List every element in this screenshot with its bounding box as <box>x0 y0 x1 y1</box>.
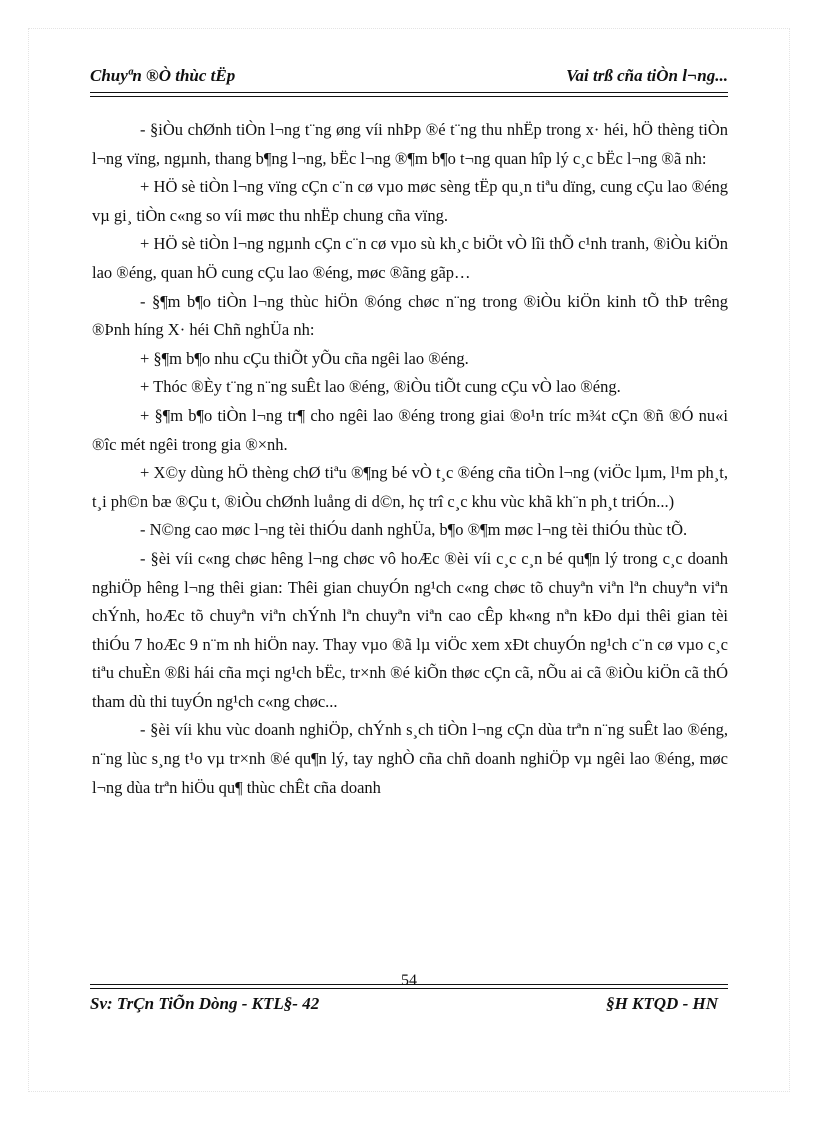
footer-rule-thin <box>90 984 728 985</box>
footer-rule <box>90 988 728 989</box>
paragraph: + HÖ sè tiÒn l¬ng ngµnh cÇn c¨n cø vµo sù kh¸c biÖt vÒ lîi thÕ c¹nh tranh, ®iÒu kiÖn lao ®éng, quan hÖ cung cÇu lao ®éng, møc ®ãng gãp… <box>92 234 728 282</box>
paragraph: + X©y dùng hÖ thèng chØ tiªu ®¶ng bé vÒ t¸c ®éng cña tiÒn l¬ng (viÖc lµm, l¹m ph¸t, t¸i ph©n bæ ®Çu t, ®iÒu chØnh luång di d©n, hç trî c¸c khu vùc khã kh¨n ph¸t triÓn...) <box>92 463 728 511</box>
header-left-title: Chuyªn ®Ò thùc tËp <box>90 66 236 85</box>
header-rule-thin <box>90 96 728 97</box>
footer-author: Sv: TrÇn TiÕn Dòng - KTL§- 42 <box>90 994 320 1013</box>
header-rule <box>90 92 728 93</box>
header-right-title: Vai trß cña tiÒn l¬ng... <box>566 66 728 85</box>
paragraph: - §èi víi khu vùc doanh nghiÖp, chÝnh s¸ch tiÒn l¬ng cÇn dùa trªn n¨ng suÊt lao ®éng, n¨ng lùc s¸ng t¹o vµ tr×nh ®é qu¶n lý, tay nghÒ cña chñ doanh nghiÖp vµ ngêi lao ®éng, møc l¬ng dùa trªn hiÖu qu¶ thùc chÊt cña doanh <box>92 720 728 797</box>
paragraph: + §¶m b¶o nhu cÇu thiÕt yÕu cña ngêi lao ®éng. <box>140 348 469 368</box>
paragraph: + Thóc ®Èy t¨ng n¨ng suÊt lao ®éng, ®iÒu tiÕt cung cÇu vÒ lao ®éng. <box>140 377 621 397</box>
paragraph: + HÖ sè tiÒn l¬ng vïng cÇn c¨n cø vµo møc sèng tËp qu¸n tiªu dïng, cung cÇu lao ®éng vµ gi¸ tiÒn c«ng so víi møc thu nhËp chung cña vïng. <box>92 177 728 225</box>
paragraph: - §iÒu chØnh tiÒn l¬ng t¨ng øng víi nhÞp ®é t¨ng thu nhËp trong x· héi, hÖ thèng tiÒn l¬ng vïng, ngµnh, thang b¶ng l¬ng, bËc l¬ng ®¶m b¶o t¬ng quan hîp lý c¸c bËc l¬ng ®ã nh: <box>92 120 728 168</box>
body-text <box>92 116 728 802</box>
page-number: 54 <box>401 972 417 989</box>
page-footer <box>90 972 728 1022</box>
paragraph: - §èi víi c«ng chøc hêng l¬ng chøc vô hoÆc ®èi víi c¸c c¸n bé qu¶n lý trong c¸c doanh nghiÖp hêng l¬ng thêi gian: Thêi gian chuyÓn ng¹ch c«ng chøc tõ chuyªn viªn lªn chuyªn viªn chÝnh, hoÆc tõ chuyªn viªn chÝnh lªn chuyªn viªn cao cÊp kh«ng nªn kÐo dµi thêi gian tèi thiÓu 7 hoÆc 9 n¨m nh hiÖn nay. Thay vµo ®ã lµ viÖc xem xÐt chuyÓn ng¹ch c¨n cø vµo c¸c tiªu chuÈn ®ßi hái cña mçi ng¹ch bËc, tr×nh ®é kiÕn thøc cÇn cã, nÕu ai cã ®iÒu kiÖn cã thÓ tham dù thi tuyÓn ng¹ch c«ng chøc... <box>92 548 728 711</box>
paragraph: + §¶m b¶o tiÒn l¬ng tr¶ cho ngêi lao ®éng trong giai ®o¹n tríc m¾t cÇn ®ñ ®Ó nu«i ®îc mét ngêi trong gia ®×nh. <box>92 405 728 454</box>
page-header <box>90 66 728 94</box>
footer-institution: §H KTQD - HN <box>606 994 718 1013</box>
paragraph: - §¶m b¶o tiÒn l¬ng thùc hiÖn ®óng chøc n¨ng trong ®iÒu kiÖn kinh tÕ thÞ trêng ®Þnh híng X· héi Chñ nghÜa nh: <box>92 291 728 340</box>
paragraph: - N©ng cao møc l¬ng tèi thiÓu danh nghÜa, b¶o ®¶m møc l¬ng tèi thiÓu thùc tÕ. <box>140 520 688 540</box>
